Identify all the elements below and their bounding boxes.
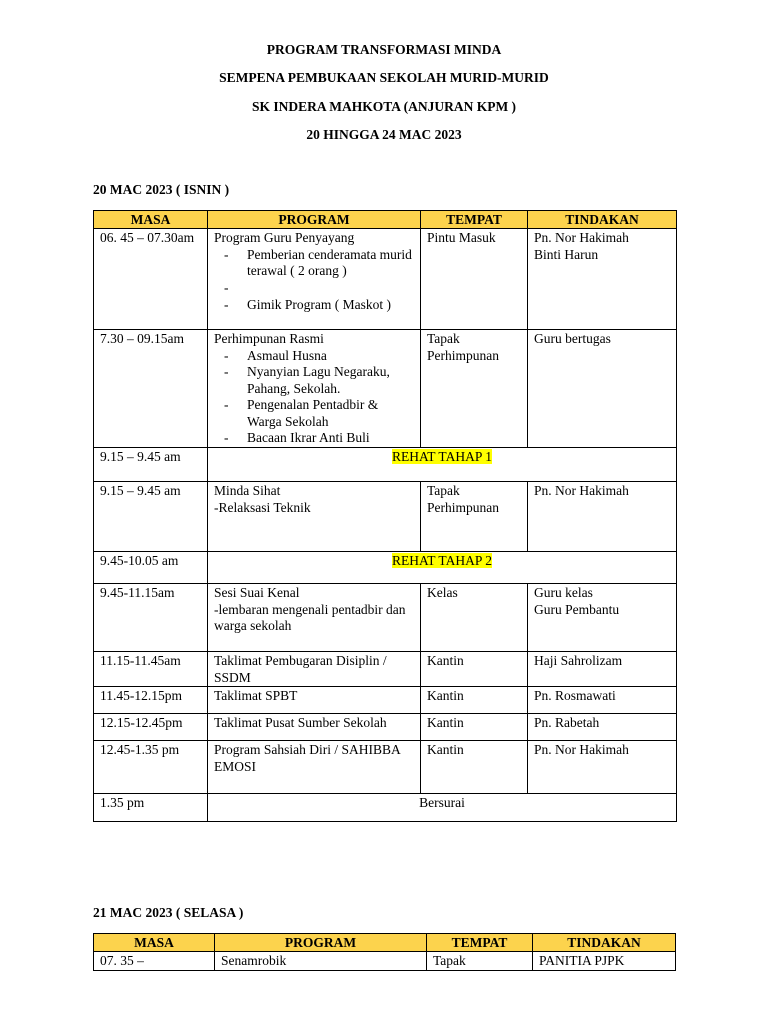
column-header-tindakan: TINDAKAN <box>528 211 677 229</box>
column-header-tempat: TEMPAT <box>427 934 533 952</box>
column-header-tempat: TEMPAT <box>421 211 528 229</box>
table-row-rehat <box>94 552 677 584</box>
rehat-highlight: REHAT TAHAP 2 <box>392 553 492 568</box>
cell-tindakan: Haji Sahrolizam <box>528 652 677 687</box>
title-line-2: SEMPENA PEMBUKAAN SEKOLAH MURID-MURID <box>219 70 549 85</box>
program-title: Program Guru Penyayang <box>214 230 355 245</box>
program-list <box>214 348 414 447</box>
program-line: Minda Sihat <box>214 483 281 498</box>
cell-rehat <box>208 552 677 584</box>
table-row <box>94 952 676 971</box>
cell-masa: 9.45-11.15am <box>94 584 208 652</box>
tindakan-line: Guru Pembantu <box>534 601 620 617</box>
cell-tempat: Kelas <box>421 584 528 652</box>
cell-tempat <box>421 330 528 448</box>
list-item: - Asmaul Husna <box>214 348 414 365</box>
tempat-line: Perhimpunan <box>427 499 499 515</box>
cell-masa: 11.15-11.45am <box>94 652 208 687</box>
table-row <box>94 687 677 714</box>
program-title: Perhimpunan Rasmi <box>214 331 324 346</box>
column-header-program: PROGRAM <box>208 211 421 229</box>
table-row-rehat <box>94 448 677 482</box>
list-item: - Bacaan Ikrar Anti Buli <box>214 430 414 447</box>
table-row <box>94 229 677 330</box>
table-row <box>94 652 677 687</box>
title-line-1: PROGRAM TRANSFORMASI MINDA <box>266 42 502 57</box>
schedule-table-day1 <box>93 210 677 822</box>
day-label-21-mac: 21 MAC 2023 ( SELASA ) <box>93 905 244 920</box>
cell-tindakan: Guru bertugas <box>528 330 677 448</box>
spacer <box>214 280 414 297</box>
cell-program: Taklimat SPBT <box>208 687 421 714</box>
cell-masa: 12.15-12.45pm <box>94 714 208 741</box>
table-row <box>94 714 677 741</box>
table-header-row <box>94 934 676 952</box>
program-list <box>214 247 414 314</box>
cell-tempat: Kantin <box>421 687 528 714</box>
table-row <box>94 584 677 652</box>
table-row <box>94 482 677 552</box>
tindakan-line: Binti Harun <box>534 246 599 262</box>
table-row <box>94 794 677 822</box>
column-header-masa: MASA <box>94 211 208 229</box>
cell-masa: 9.15 – 9.45 am <box>94 448 208 482</box>
cell-tempat <box>421 482 528 552</box>
cell-tindakan <box>528 584 677 652</box>
list-item: - Pemberian cenderamata murid terawal ( 2 orang ) <box>214 247 414 280</box>
program-line: Sesi Suai Kenal <box>214 585 300 600</box>
cell-masa: 1.35 pm <box>94 794 208 822</box>
cell-program: Senamrobik <box>215 952 427 971</box>
cell-masa: 12.45-1.35 pm <box>94 741 208 794</box>
tempat-line: Tapak <box>427 331 460 346</box>
list-item: - Nyanyian Lagu Negaraku, Pahang, Sekolah. <box>214 364 414 397</box>
cell-program: Taklimat Pusat Sumber Sekolah <box>208 714 421 741</box>
title-line-4: 20 HINGGA 24 MAC 2023 <box>306 127 462 142</box>
cell-tempat: Kantin <box>421 652 528 687</box>
cell-tempat: Kantin <box>421 741 528 794</box>
cell-program: Program Sahsiah Diri / SAHIBBA EMOSI <box>208 741 421 794</box>
cell-masa: 9.45-10.05 am <box>94 552 208 584</box>
cell-program <box>208 482 421 552</box>
cell-program: Taklimat Pembugaran Disiplin / SSDM <box>208 652 421 687</box>
cell-program <box>208 584 421 652</box>
program-line: -Relaksasi Teknik <box>214 499 311 515</box>
cell-tindakan: Pn. Nor Hakimah <box>528 741 677 794</box>
rehat-highlight: REHAT TAHAP 1 <box>392 449 492 464</box>
cell-tindakan <box>528 229 677 330</box>
cell-tindakan: Pn. Rabetah <box>528 714 677 741</box>
tempat-line: Tapak <box>427 483 460 498</box>
tindakan-line: Guru kelas <box>534 585 593 600</box>
cell-tempat: Kantin <box>421 714 528 741</box>
cell-tindakan: PANITIA PJPK <box>533 952 676 971</box>
cell-tindakan: Pn. Rosmawati <box>528 687 677 714</box>
day-label-20-mac: 20 MAC 2023 ( ISNIN ) <box>93 182 230 197</box>
cell-masa: 7.30 – 09.15am <box>94 330 208 448</box>
list-item: - Gimik Program ( Maskot ) <box>214 297 414 314</box>
cell-masa: 07. 35 – <box>94 952 215 971</box>
table-header-row <box>94 211 677 229</box>
cell-tempat: Pintu Masuk <box>421 229 528 330</box>
cell-program <box>208 229 421 330</box>
tindakan-line: Pn. Nor Hakimah <box>534 230 629 245</box>
cell-program <box>208 330 421 448</box>
schedule-table-day2 <box>93 933 676 971</box>
table-row <box>94 330 677 448</box>
table-row <box>94 741 677 794</box>
column-header-tindakan: TINDAKAN <box>533 934 676 952</box>
cell-bersurai: Bersurai <box>208 794 677 822</box>
title-line-3: SK INDERA MAHKOTA (ANJURAN KPM ) <box>251 99 517 114</box>
cell-masa: 11.45-12.15pm <box>94 687 208 714</box>
column-header-program: PROGRAM <box>215 934 427 952</box>
list-item: - Pengenalan Pentadbir & Warga Sekolah <box>214 397 414 430</box>
tempat-line: Perhimpunan <box>427 347 499 363</box>
cell-rehat <box>208 448 677 482</box>
cell-masa: 06. 45 – 07.30am <box>94 229 208 330</box>
program-line: -lembaran mengenali pentadbir dan warga sekolah <box>214 601 406 633</box>
cell-tindakan: Pn. Nor Hakimah <box>528 482 677 552</box>
cell-tempat: Tapak <box>427 952 533 971</box>
column-header-masa: MASA <box>94 934 215 952</box>
cell-masa: 9.15 – 9.45 am <box>94 482 208 552</box>
